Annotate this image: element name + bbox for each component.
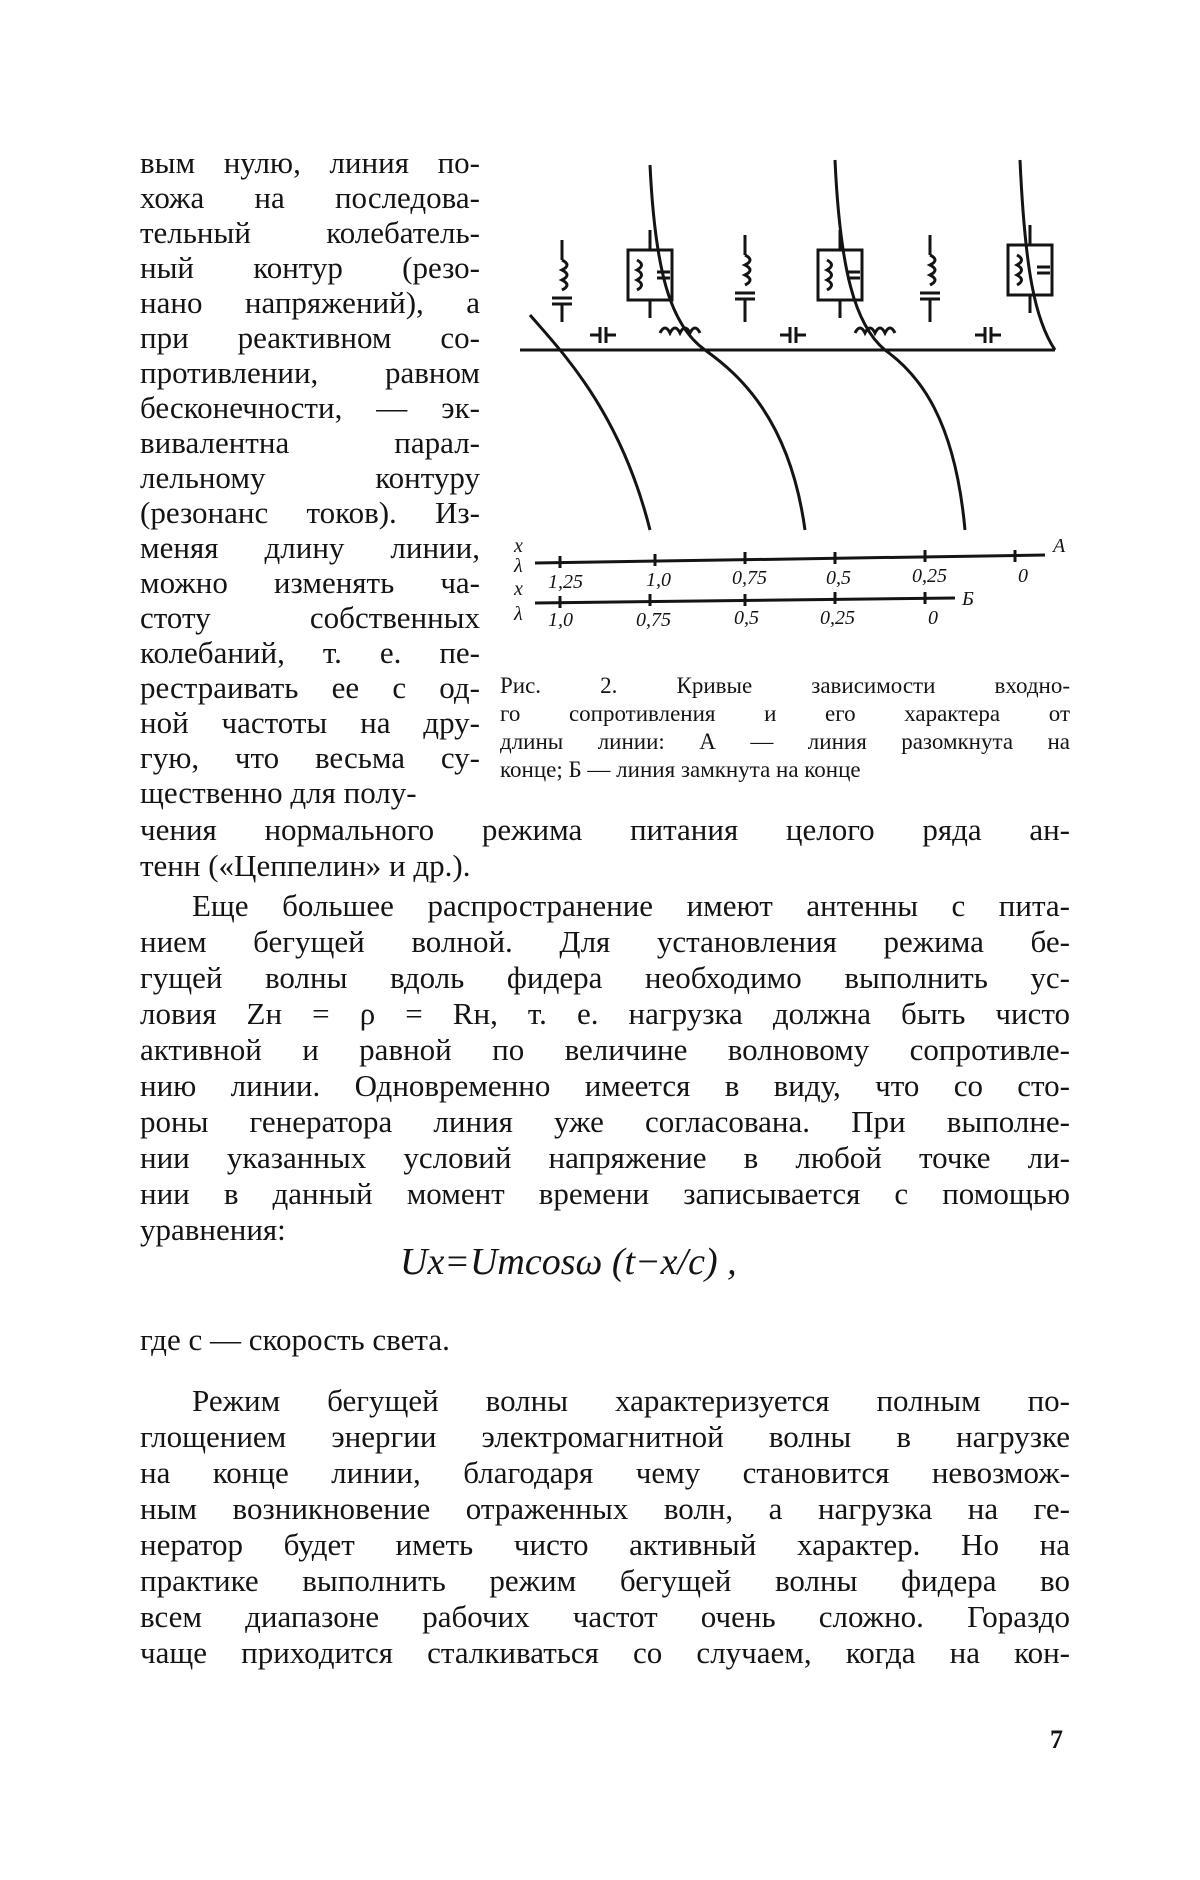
text-line: стоту собственных: [140, 600, 480, 635]
text-line: вивалентна парал-: [140, 425, 480, 460]
inductor-symbol: [855, 328, 895, 333]
impedance-figure: [500, 150, 1070, 670]
text-line: Режим бегущей волны характеризуется полным по-: [192, 1383, 1070, 1418]
capacitor-symbol: [975, 327, 1001, 343]
text-line: тенн («Цеппелин» и др.).: [140, 848, 471, 883]
axis-b-lambda-label: λ: [514, 603, 523, 625]
capacitor-symbol: [590, 327, 616, 343]
text-line: гущей волны вдоль фидера необходимо выполнить ус-: [140, 960, 1070, 995]
text-line: нано напряжений), а: [140, 285, 480, 320]
impedance-curve: [835, 160, 965, 530]
axis-a-tick-label: 0,5: [826, 567, 851, 589]
text-line: нием бегущей волной. Для установления режима бе-: [140, 924, 1070, 959]
text-line: чения нормального режима питания целого ряда ан-: [140, 812, 1070, 847]
series-resonant-symbol: [735, 235, 755, 322]
text-line: колебаний, т. е. пе-: [140, 635, 480, 670]
series-resonant-symbol: [552, 240, 572, 322]
text-line: уравнения:: [140, 1212, 286, 1247]
impedance-curve: [530, 315, 650, 530]
text-line: ным возникновение отраженных волн, а нагрузка на ге-: [140, 1491, 1070, 1526]
text-line: щественно для полу-: [140, 775, 417, 810]
text-line: при реактивном со-: [140, 320, 480, 355]
text-line: гую, что весьма су-: [140, 740, 480, 775]
axis-a-tick-label: 0: [1018, 565, 1028, 587]
text-line: (резонанс токов). Из-: [140, 495, 480, 530]
axis-b-end-label: Б: [962, 588, 974, 610]
caption-line: конце; Б — линия замкнута на конце: [500, 757, 861, 782]
page-number: 7: [1050, 1725, 1063, 1754]
text-line: на конце линии, благодаря чему становится невозмож-: [140, 1455, 1070, 1490]
text-line: бесконечности, — эк-: [140, 390, 480, 425]
text-line: можно изменять ча-: [140, 565, 480, 600]
caption-line: длины линии: А — линия разомкнута на: [500, 729, 1070, 754]
axis-a-tick-label: 0,75: [732, 567, 767, 589]
text-line: хожа на последова-: [140, 180, 480, 215]
where-line: где c — скорость света.: [140, 1322, 450, 1357]
text-line: Еще большее распространение имеют антенны с пита-: [192, 888, 1070, 923]
text-line: практике выполнить режим бегущей волны фидера во: [140, 1563, 1070, 1598]
text-line: нию линии. Одновременно имеется в виду, что со сто-: [140, 1068, 1070, 1103]
text-line: противлении, равном: [140, 355, 480, 390]
capacitor-symbol: [780, 327, 806, 343]
axis-b-tick-label: 0,25: [820, 607, 855, 629]
caption-line: го сопротивления и его характера от: [500, 701, 1070, 726]
scale-axis-a: [535, 555, 1045, 563]
axis-a-tick-label: 1,0: [646, 569, 671, 591]
text-line: чаще приходится сталкиваться со случаем, когда на кон-: [140, 1635, 1070, 1670]
axis-b-tick-label: 1,0: [548, 609, 573, 631]
series-resonant-symbol: [920, 235, 940, 322]
text-line: глощением энергии электромагнитной волны в нагрузке: [140, 1419, 1070, 1454]
axis-b-x-label: x: [514, 578, 523, 600]
formula: Ux=Umcosω (t−x/c) ,: [400, 1241, 737, 1283]
parallel-resonant-symbol: [628, 230, 672, 318]
text-line: тельный колебатель-: [140, 215, 480, 250]
caption-line: Рис. 2. Кривые зависимости входно-: [500, 673, 1070, 698]
text-line: ной частоты на дру-: [140, 705, 480, 740]
text-line: ный контур (резо-: [140, 250, 480, 285]
axis-a-end-label: А: [1053, 535, 1066, 557]
axis-a-tick-label: 0,25: [912, 565, 947, 587]
text-line: ловия Zн = ρ = Rн, т. е. нагрузка должна быть чисто: [140, 996, 1070, 1031]
axis-a-x-label: x: [514, 535, 523, 557]
text-line: нератор будет иметь чисто активный характер. Но на: [140, 1527, 1070, 1562]
text-line: нии в данный момент времени записывается с помощью: [140, 1176, 1070, 1211]
text-line: всем диапазоне рабочих частот очень сложно. Гораздо: [140, 1599, 1070, 1634]
axis-a-lambda-label: λ: [514, 555, 523, 577]
text-line: меняя длину линии,: [140, 530, 480, 565]
text-line: лельному контуру: [140, 460, 480, 495]
axis-b-tick-label: 0,5: [734, 607, 759, 629]
text-line: активной и равной по величине волновому сопротивле-: [140, 1032, 1070, 1067]
impedance-curve: [650, 165, 805, 530]
text-line: роны генератора линия уже согласована. При выполне-: [140, 1104, 1070, 1139]
impedance-curve: [1020, 160, 1055, 350]
axis-a-tick-label: 1,25: [548, 571, 583, 593]
text-line: нии указанных условий напряжение в любой точке ли-: [140, 1140, 1070, 1175]
text-line: рестраивать ее с од-: [140, 670, 480, 705]
inductor-symbol: [660, 328, 700, 333]
axis-b-tick-label: 0: [928, 607, 938, 629]
text-line: вым нулю, линия по-: [140, 145, 480, 180]
axis-b-tick-label: 0,75: [636, 609, 671, 631]
